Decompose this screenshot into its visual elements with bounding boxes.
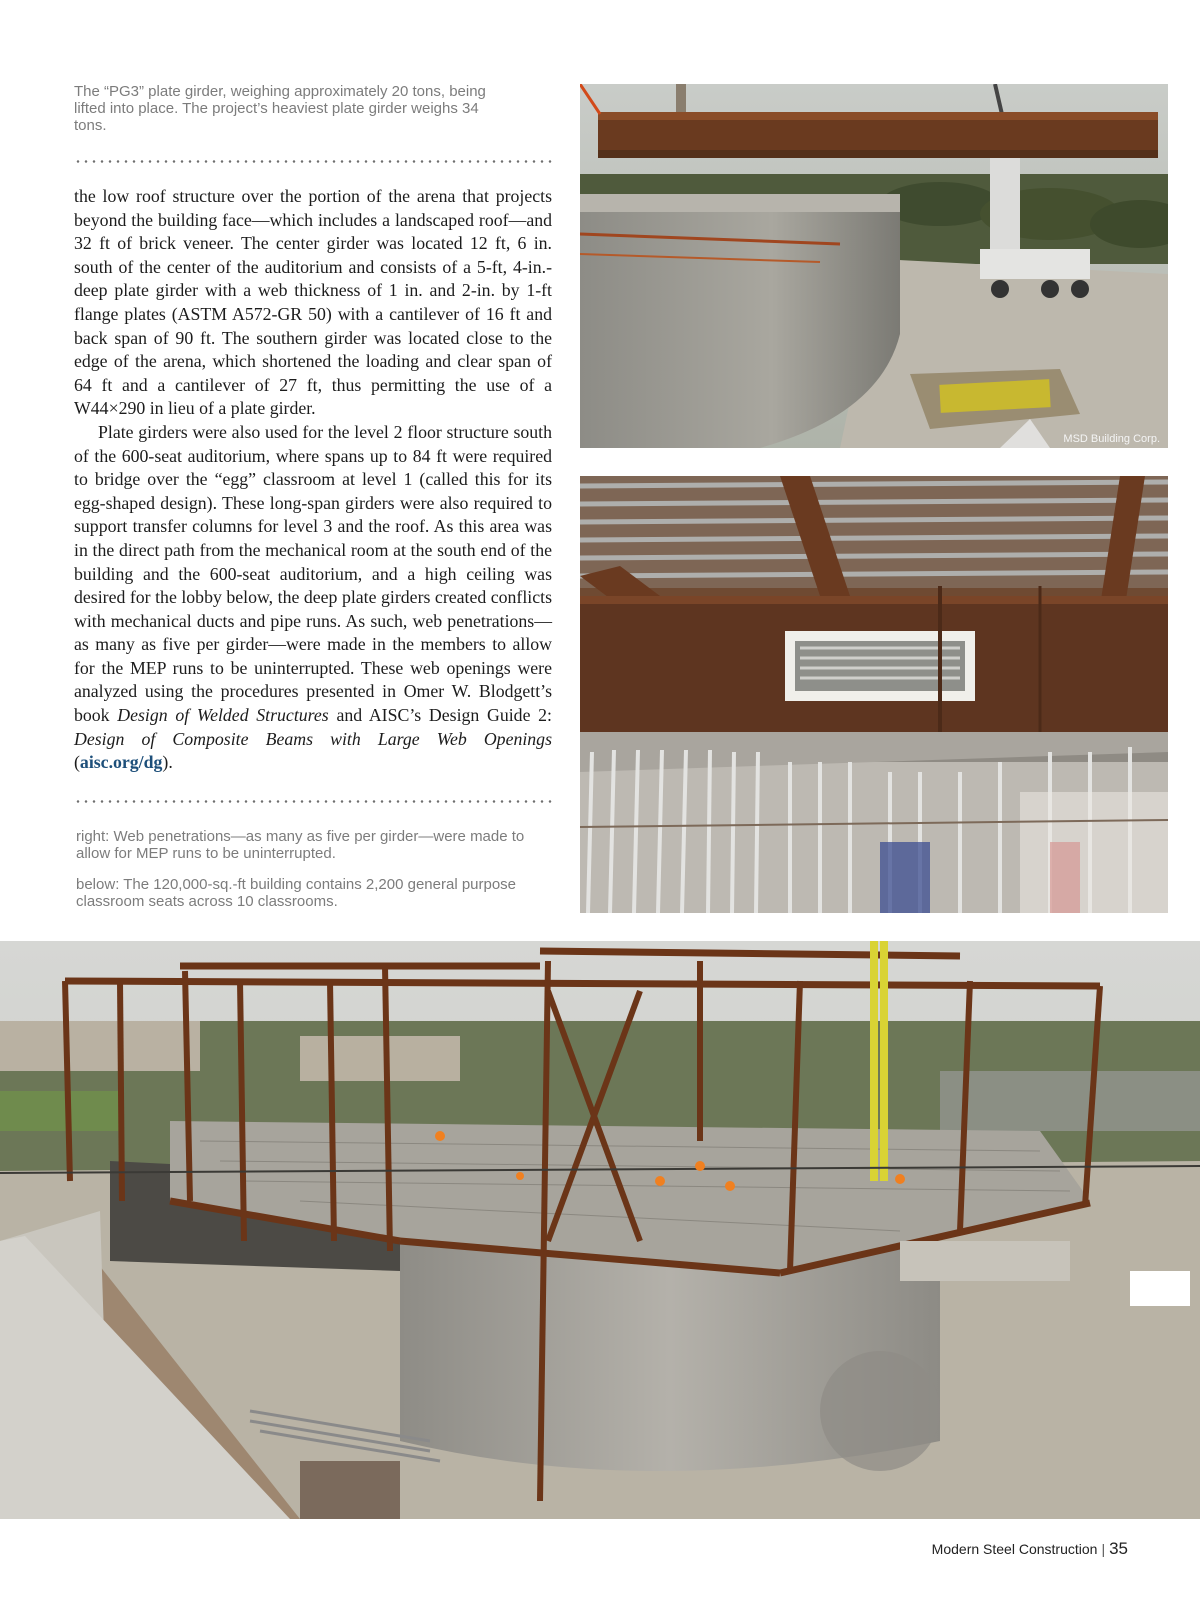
page-number: 35	[1109, 1539, 1128, 1558]
caption-divider-top	[74, 160, 552, 163]
photo-credit: MSD Building Corp.	[1063, 433, 1160, 445]
building-frame-photo	[0, 941, 1200, 1519]
photo-caption-right: right: Web penetrations—as many as five per girder—were made to allow for MEP runs to be uninterrupted.	[76, 828, 525, 862]
photo-caption-top: The “PG3” plate girder, weighing approximately 20 tons, being lifted into place. The project’s heaviest plate girder weighs 34 tons.	[74, 83, 486, 134]
article-paragraph-2	[74, 421, 552, 775]
paren-open: (	[74, 752, 80, 773]
photo-caption-below: below: The 120,000-sq.-ft building contains 2,200 general purpose classroom seats across 10 classrooms.	[76, 876, 517, 910]
paren-close: ).	[162, 752, 173, 773]
article-body	[74, 185, 552, 775]
design-guide-title: Design of Composite Beams with Large Web Openings	[74, 728, 552, 749]
footer-divider: |	[1101, 1541, 1106, 1557]
caption-divider-bottom	[74, 800, 552, 803]
girder-lift-photo	[580, 84, 1168, 448]
article-paragraph-2-mid: and AISC’s Design Guide 2:	[328, 705, 552, 726]
magazine-name: Modern Steel Construction	[931, 1541, 1098, 1557]
book-title: Design of Welded Structures	[117, 705, 329, 726]
metal-stud-framing-photo	[580, 732, 1168, 913]
article-paragraph-1: the low roof structure over the portion of the arena that projects beyond the building face—which includes a landscaped roof—and 32 ft of brick veneer. The center girder was located 12 ft, 6 in. south of the center of the auditorium and consists of a 5-ft, 4-in.-deep plate girder with a web thickness of 1 in. and 2-in. by 1-ft flange plates (ASTM A572-GR 50) with a cantilever of 16 ft and back span of 90 ft. The southern girder was located close to the edge of the arena, which shortened the loading and clear span of 64 ft and a cantilever of 27 ft, thus permitting the use of a W44×290 in lieu of a plate girder.	[74, 186, 552, 419]
article-paragraph-2-text: Plate girders were also used for the level 2 floor structure south of the 600-seat auditorium, where spans up to 84 ft were required to bridge over the “egg” classroom at level 1 (called this for its egg-shaped design). These long-span girders were also required to support transfer columns for level 3 and the roof. As this area was in the direct path from the mechanical room at the south end of the building and the 600-seat auditorium, and a high ceiling was desired for the lobby below, the deep plate girders created conflicts with mechanical ducts and pipe runs. As such, web penetrations—as many as five per girder—were made in the members to allow for the MEP runs to be uninterrupted. These web openings were analyzed using the procedures presented in Omer W. Blodgett’s book	[74, 421, 552, 726]
web-penetration-photo	[580, 476, 1168, 732]
aisc-link[interactable]: aisc.org/dg	[79, 752, 163, 773]
page-footer	[932, 1539, 1128, 1559]
